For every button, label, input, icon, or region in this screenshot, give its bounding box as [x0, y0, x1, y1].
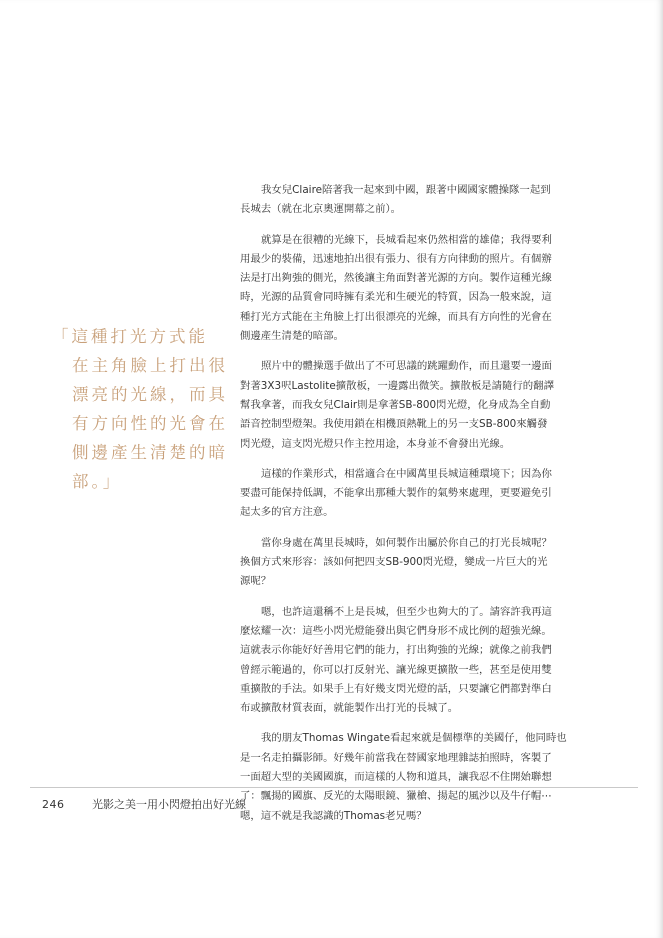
pull-quote — [52, 322, 232, 496]
text-line: 曾經示範過的，你可以打反射光、讓光線更擴散一些，甚至是使用雙 — [240, 663, 552, 676]
pull-quote-line: 有方向性的光會在 — [72, 414, 228, 433]
text-line: 重擴散的手法。如果手上有好幾支閃光燈的話，只要讓它們都對準白 — [240, 682, 552, 695]
pull-quote-line: 在主角臉上打出很 — [72, 356, 228, 375]
text-line: 用最少的裝備，迅速地拍出很有張力、很有方向律動的照片。有個辦 — [240, 252, 552, 265]
page-number: 246 — [42, 798, 65, 811]
text-line: 法是打出夠強的側光，然後讓主角面對著光源的方向。製作這種光線 — [240, 272, 552, 285]
text-line: 是一名走拍攝影師。好幾年前當我在替國家地理雜誌拍照時，客製了 — [240, 751, 552, 764]
footer-divider — [30, 787, 638, 788]
text-line: 這樣的作業形式，相當適合在中國萬里長城這種環境下；因為你 — [261, 467, 552, 480]
paragraph-6 — [240, 603, 576, 719]
article-body — [240, 181, 576, 837]
text-line: 一面超大型的美國國旗，而這樣的人物和道具，讓我忍不住開始聯想 — [240, 771, 552, 784]
text-line: 了：飄揚的國旗、反光的太陽眼鏡、獵槍、揚起的風沙以及牛仔帽⋯ — [240, 790, 552, 803]
text-line: 就算是在很糟的光線下，長城看起來仍然相當的雄偉；我得要利 — [261, 233, 552, 246]
paragraph-4 — [240, 465, 576, 523]
text-line: 閃光燈，這支閃光燈只作主控用途，本身並不會發出光線。 — [240, 437, 511, 450]
text-line: 我女兒Claire陪著我一起來到中國，跟著中國國家體操隊一起到 — [261, 184, 551, 196]
text-line: 時，光源的品質會同時擁有柔光和生硬光的特質，因為一般來說，這 — [240, 291, 552, 304]
text-line: 當你身處在萬里長城時，如何製作出屬於你自己的打光長城呢？ — [261, 536, 552, 549]
text-line: 側邊產生清楚的暗部。 — [240, 330, 344, 343]
text-line: 我的朋友Thomas Wingate看起來就是個標準的美國仔，他同時也 — [261, 732, 567, 745]
pull-quote-line: 「這種打光方式能 — [52, 327, 208, 346]
page-footer — [42, 796, 246, 812]
text-line: 這就表示你能好好善用它們的能力，打出夠強的光線；就像之前我們 — [240, 644, 552, 657]
paragraph-2 — [240, 231, 576, 347]
paragraph-3 — [240, 357, 576, 453]
paragraph-7 — [240, 729, 576, 825]
text-line: 嗯，也許這還稱不上是長城，但至少也夠大的了。請容許我再這 — [261, 605, 552, 618]
text-line: 嗯，這不就是我認識的Thomas老兄嗎？ — [240, 809, 427, 822]
pull-quote-line: 側邊產生清楚的暗 — [72, 443, 228, 462]
text-line: 種打光方式能在主角臉上打出很漂亮的光線，而具有方向性的光會在 — [240, 310, 552, 323]
text-line: 換個方式來形容：該如何把四支SB-900閃光燈，變成一片巨大的光 — [240, 556, 548, 569]
book-title: 光影之美一用小閃燈拍出好光線 — [92, 798, 246, 811]
text-line: 對著3X3呎Lastolite擴散板，一邊露出微笑。擴散板是請隨行的翻譯 — [240, 379, 554, 392]
text-line: 幫我拿著，而我女兒Clair則是拿著SB-800閃光燈，化身成為全自動 — [240, 398, 551, 411]
pull-quote-line: 漂亮的光線，而具 — [72, 385, 228, 404]
text-line: 起太多的官方注意。 — [240, 506, 334, 519]
pull-quote-line: 部。」 — [72, 472, 123, 491]
text-line: 要盡可能保持低調，不能拿出那種大製作的氣勢來處理，更要避免引 — [240, 487, 552, 500]
paragraph-5 — [240, 534, 576, 592]
text-line: 麼炫耀一次：這些小閃光燈能發出與它們身形不成比例的超強光線。 — [240, 624, 552, 637]
text-line: 布或擴散材質表面，就能製作出打光的長城了。 — [240, 702, 459, 715]
text-line: 源呢？ — [240, 575, 272, 588]
text-line: 語音控制型燈架。我使用鎖在相機頂熱靴上的另一支SB-800來觸發 — [240, 418, 548, 431]
paragraph-1 — [240, 181, 576, 220]
text-line: 長城去（就在北京奧運開幕之前）。 — [240, 203, 402, 216]
text-line: 照片中的體操選手做出了不可思議的跳躍動作，而且還要一邊面 — [261, 360, 552, 373]
